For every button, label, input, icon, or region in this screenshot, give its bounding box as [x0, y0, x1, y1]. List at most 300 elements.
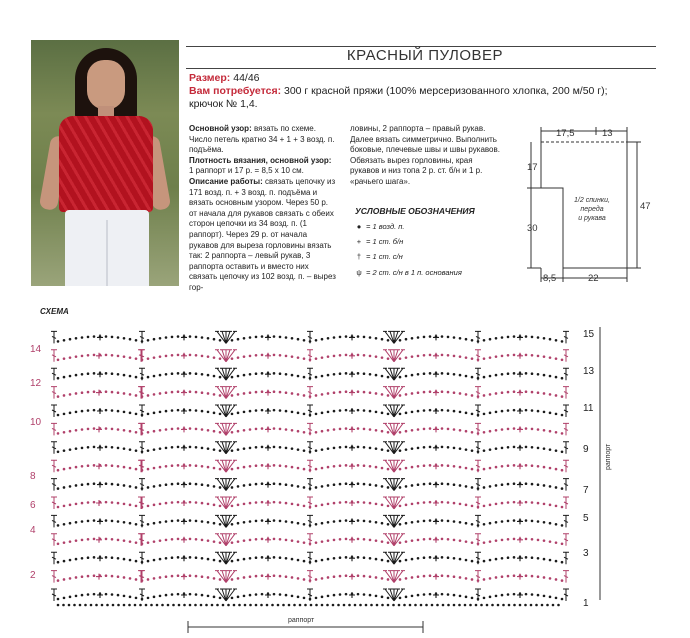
chain-stitch-mark — [273, 409, 276, 412]
chain-stitch-mark — [381, 577, 384, 580]
chain-stitch-mark — [315, 604, 318, 607]
chain-stitch-mark — [81, 391, 84, 394]
dc-stitch-mark — [138, 387, 144, 399]
chain-stitch-mark — [243, 484, 246, 487]
chain-stitch-mark — [135, 560, 138, 563]
row-label-left: 8 — [30, 471, 36, 482]
chain-stitch-mark — [507, 446, 510, 449]
chain-stitch-mark — [135, 523, 138, 526]
chain-stitch-mark — [255, 575, 258, 578]
chain-stitch-mark — [459, 374, 462, 377]
chain-stitch-mark — [255, 336, 258, 339]
sc-stitch-mark — [181, 518, 187, 524]
chain-stitch-mark — [147, 560, 150, 563]
chain-stitch-mark — [249, 557, 252, 560]
chain-stitch-mark — [321, 338, 324, 341]
chain-stitch-mark — [369, 594, 372, 597]
chain-stitch-mark — [333, 520, 336, 523]
chain-stitch-mark — [429, 593, 432, 596]
chain-stitch-mark — [129, 448, 132, 451]
chain-stitch-mark — [549, 356, 552, 359]
chain-stitch-mark — [543, 558, 546, 561]
chain-stitch-mark — [447, 391, 450, 394]
chain-stitch-mark — [489, 430, 492, 433]
chain-stitch-mark — [183, 556, 186, 559]
chain-stitch-mark — [483, 505, 486, 508]
chain-stitch-mark — [411, 374, 414, 377]
dc-stitch-mark — [563, 534, 569, 546]
chain-stitch-mark — [150, 604, 153, 607]
chain-stitch-mark — [477, 487, 480, 490]
chain-stitch-mark — [369, 557, 372, 560]
chain-stitch-mark — [147, 541, 150, 544]
chain-stitch-mark — [387, 339, 390, 342]
chain-stitch-mark — [321, 522, 324, 525]
chain-stitch-mark — [357, 335, 360, 338]
dc-stitch-mark — [51, 368, 57, 380]
chain-stitch-mark — [369, 410, 372, 413]
chain-stitch-mark — [123, 604, 126, 607]
sc-stitch-mark — [433, 463, 439, 469]
chain-stitch-mark — [543, 355, 546, 358]
chain-stitch-mark — [399, 394, 402, 397]
sc-stitch-mark — [181, 482, 187, 488]
chain-stitch-mark — [435, 574, 438, 577]
chain-stitch-mark — [183, 519, 186, 522]
chain-stitch-mark — [321, 375, 324, 378]
fan-stitch-mark — [383, 479, 405, 491]
chain-stitch-mark — [327, 374, 330, 377]
chain-stitch-mark — [327, 521, 330, 524]
dc-stitch-mark — [139, 442, 145, 454]
chain-stitch-mark — [351, 519, 354, 522]
chain-stitch-mark — [243, 411, 246, 414]
chain-stitch-mark — [75, 374, 78, 377]
chain-stitch-mark — [441, 464, 444, 467]
sc-stitch-mark — [349, 482, 355, 488]
chain-stitch-mark — [495, 392, 498, 395]
dc-stitch-mark — [51, 350, 57, 362]
chain-stitch-mark — [477, 432, 480, 435]
chain-stitch-mark — [345, 446, 348, 449]
chain-stitch-mark — [519, 409, 522, 412]
chain-stitch-mark — [81, 594, 84, 597]
fan-stitch-mark — [383, 534, 405, 546]
chain-stitch-mark — [321, 559, 324, 562]
chain-stitch-mark — [351, 446, 354, 449]
dc-stitch-mark — [475, 460, 481, 472]
chain-stitch-mark — [123, 411, 126, 414]
chain-stitch-mark — [165, 336, 168, 339]
chain-stitch-mark — [369, 336, 372, 339]
fan-stitch-mark — [383, 368, 405, 380]
chain-stitch-mark — [141, 506, 144, 509]
chain-stitch-mark — [495, 337, 498, 340]
chain-stitch-mark — [458, 604, 461, 607]
chain-stitch-mark — [87, 464, 90, 467]
chain-stitch-mark — [405, 504, 408, 507]
chain-stitch-mark — [81, 428, 84, 431]
dc-stitch-mark — [51, 589, 57, 601]
chain-stitch-mark — [205, 604, 208, 607]
chain-stitch-mark — [507, 372, 510, 375]
chain-stitch-mark — [249, 428, 252, 431]
chain-stitch-mark — [291, 521, 294, 524]
chain-stitch-mark — [555, 449, 558, 452]
chain-stitch-mark — [507, 520, 510, 523]
chain-stitch-mark — [321, 540, 324, 543]
chain-stitch-mark — [105, 354, 108, 357]
chain-stitch-mark — [231, 578, 234, 581]
chain-stitch-mark — [561, 543, 564, 546]
chain-stitch-mark — [465, 596, 468, 599]
fan-stitch-mark — [383, 460, 405, 472]
dc-stitch-mark — [139, 460, 145, 472]
chain-stitch-mark — [153, 577, 156, 580]
rapport-label-bottom: раппорт — [288, 617, 315, 624]
chain-stitch-mark — [525, 354, 528, 357]
chain-stitch-mark — [159, 337, 162, 340]
chain-stitch-mark — [87, 428, 90, 431]
chain-stitch-mark — [465, 504, 468, 507]
chain-stitch-mark — [189, 604, 192, 607]
chain-stitch-mark — [459, 576, 462, 579]
sc-stitch-mark — [433, 426, 439, 432]
chain-stitch-mark — [453, 465, 456, 468]
chain-stitch-mark — [525, 556, 528, 559]
sc-stitch-mark — [97, 482, 103, 488]
chain-stitch-mark — [225, 432, 228, 435]
chain-stitch-mark — [525, 372, 528, 375]
chain-stitch-mark — [441, 335, 444, 338]
chain-stitch-mark — [237, 448, 240, 451]
chain-stitch-mark — [111, 520, 114, 523]
chain-stitch-mark — [315, 505, 318, 508]
chain-stitch-mark — [339, 336, 342, 339]
chain-stitch-mark — [339, 354, 342, 357]
chain-stitch-mark — [381, 393, 384, 396]
chain-stitch-mark — [405, 577, 408, 580]
chain-stitch-mark — [411, 576, 414, 579]
chain-stitch-mark — [261, 482, 264, 485]
chain-stitch-mark — [469, 604, 472, 607]
dc-stitch-mark — [475, 497, 481, 509]
chain-stitch-mark — [219, 357, 222, 360]
row-label-right: 11 — [583, 403, 594, 414]
chain-stitch-mark — [441, 446, 444, 449]
sc-stitch-mark — [349, 518, 355, 524]
row-label-left: 14 — [30, 344, 42, 355]
chain-stitch-mark — [291, 447, 294, 450]
chain-stitch-mark — [315, 339, 318, 342]
chain-stitch-mark — [357, 574, 360, 577]
chain-stitch-mark — [267, 464, 270, 467]
chain-stitch-mark — [153, 467, 156, 470]
size-row — [189, 72, 260, 84]
chain-stitch-mark — [327, 355, 330, 358]
chain-stitch-mark — [57, 359, 60, 362]
chain-stitch-mark — [261, 574, 264, 577]
chain-stitch-mark — [273, 335, 276, 338]
sc-stitch-mark — [181, 537, 187, 543]
chain-stitch-mark — [177, 372, 180, 375]
dc-stitch-mark — [307, 479, 313, 491]
chain-stitch-mark — [106, 604, 109, 607]
chain-stitch-mark — [57, 561, 60, 564]
chain-stitch-mark — [465, 375, 468, 378]
chain-stitch-mark — [513, 593, 516, 596]
chain-stitch-mark — [129, 467, 132, 470]
chain-stitch-mark — [345, 427, 348, 430]
chain-stitch-mark — [141, 543, 144, 546]
chain-stitch-mark — [177, 501, 180, 504]
chain-stitch-mark — [315, 578, 318, 581]
chain-stitch-mark — [321, 485, 324, 488]
chain-stitch-mark — [171, 372, 174, 375]
chain-stitch-mark — [63, 597, 66, 600]
chain-stitch-mark — [387, 578, 390, 581]
chain-stitch-mark — [219, 413, 222, 416]
chain-stitch-mark — [375, 355, 378, 358]
chain-stitch-mark — [357, 464, 360, 467]
sc-stitch-mark — [517, 426, 523, 432]
chain-stitch-mark — [195, 428, 198, 431]
chain-stitch-mark — [225, 451, 228, 454]
chain-stitch-mark — [417, 336, 420, 339]
chain-stitch-mark — [477, 506, 480, 509]
chain-stitch-mark — [129, 338, 132, 341]
chain-stitch-mark — [111, 372, 114, 375]
chain-stitch-mark — [354, 604, 357, 607]
chain-stitch-mark — [357, 390, 360, 393]
chain-stitch-mark — [123, 539, 126, 542]
chain-stitch-mark — [513, 501, 516, 504]
paragraph-pattern: Основной узор: вязать по схеме. Число петель кратно 34 + 1 + 3 возд. п. подъёма. — [189, 124, 335, 155]
dc-stitch-mark — [51, 534, 57, 546]
chain-stitch-mark — [63, 523, 66, 526]
chain-stitch-mark — [63, 357, 66, 360]
chain-stitch-mark — [123, 576, 126, 579]
chain-stitch-mark — [99, 556, 102, 559]
chain-stitch-mark — [273, 446, 276, 449]
sc-stitch-mark — [96, 500, 102, 506]
chain-stitch-mark — [543, 411, 546, 414]
chain-stitch-mark — [441, 354, 444, 357]
chain-stitch-mark — [279, 483, 282, 486]
sc-stitch-mark — [349, 371, 355, 377]
chain-stitch-mark — [315, 468, 318, 471]
chain-stitch-mark — [501, 410, 504, 413]
fan-stitch-mark — [383, 405, 405, 417]
chain-stitch-mark — [171, 391, 174, 394]
chain-stitch-mark — [69, 448, 72, 451]
fan-stitch-mark — [215, 571, 237, 583]
chain-stitch-mark — [63, 376, 66, 379]
dc-stitch-mark — [563, 442, 569, 454]
sc-stitch-mark — [517, 500, 523, 506]
chain-stitch-mark — [489, 448, 492, 451]
chain-stitch-mark — [68, 604, 71, 607]
chain-stitch-mark — [183, 354, 186, 357]
chain-stitch-mark — [63, 339, 66, 342]
chain-stitch-mark — [339, 446, 342, 449]
chain-stitch-mark — [339, 409, 342, 412]
chain-stitch-mark — [129, 596, 132, 599]
chain-stitch-mark — [167, 604, 170, 607]
chain-stitch-mark — [369, 447, 372, 450]
chain-stitch-mark — [195, 464, 198, 467]
chain-stitch-mark — [549, 412, 552, 415]
chain-stitch-mark — [555, 413, 558, 416]
chain-stitch-mark — [123, 355, 126, 358]
chain-stitch-mark — [381, 604, 384, 607]
chain-stitch-mark — [513, 538, 516, 541]
chain-stitch-mark — [153, 338, 156, 341]
sc-stitch-mark — [517, 555, 523, 561]
chain-stitch-mark — [243, 429, 246, 432]
chain-stitch-mark — [117, 428, 120, 431]
chain-stitch-mark — [393, 340, 396, 343]
chain-stitch-mark — [483, 339, 486, 342]
chain-stitch-mark — [87, 409, 90, 412]
sc-stitch-mark — [181, 574, 187, 580]
chain-stitch-mark — [561, 598, 564, 601]
sc-stitch-mark — [265, 426, 271, 432]
dc-stitch-mark — [139, 479, 145, 491]
chain-stitch-mark — [435, 372, 438, 375]
chain-stitch-mark — [489, 467, 492, 470]
chain-stitch-mark — [141, 598, 144, 601]
chain-stitch-mark — [501, 355, 504, 358]
dc-stitch-mark — [307, 442, 313, 454]
chain-stitch-mark — [63, 505, 66, 508]
chain-stitch-mark — [501, 428, 504, 431]
chain-stitch-mark — [376, 604, 379, 607]
chain-stitch-mark — [375, 595, 378, 598]
chain-stitch-mark — [297, 448, 300, 451]
sc-stitch-mark — [349, 555, 355, 561]
chain-stitch-mark — [549, 596, 552, 599]
chain-stitch-mark — [177, 335, 180, 338]
chain-stitch-mark — [231, 560, 234, 563]
chain-stitch-mark — [237, 375, 240, 378]
chain-stitch-mark — [483, 431, 486, 434]
chain-stitch-mark — [225, 395, 228, 398]
chain-stitch-mark — [225, 469, 228, 472]
chain-stitch-mark — [321, 430, 324, 433]
chain-stitch-mark — [471, 541, 474, 544]
chain-stitch-mark — [147, 468, 150, 471]
chain-stitch-mark — [260, 604, 263, 607]
chain-stitch-mark — [375, 374, 378, 377]
chain-stitch-mark — [87, 483, 90, 486]
chain-stitch-mark — [483, 486, 486, 489]
chain-stitch-mark — [117, 410, 120, 413]
chain-stitch-mark — [147, 578, 150, 581]
chain-stitch-mark — [57, 506, 60, 509]
chain-stitch-mark — [63, 431, 66, 434]
chain-stitch-mark — [93, 501, 96, 504]
chain-stitch-mark — [177, 482, 180, 485]
chain-stitch-mark — [442, 604, 445, 607]
chain-stitch-mark — [435, 538, 438, 541]
chain-stitch-mark — [159, 484, 162, 487]
chain-stitch-mark — [183, 538, 186, 541]
chain-stitch-mark — [153, 504, 156, 507]
chain-stitch-mark — [201, 391, 204, 394]
chain-stitch-mark — [477, 377, 480, 380]
chain-stitch-mark — [447, 483, 450, 486]
sc-stitch-mark — [96, 390, 102, 396]
chain-stitch-mark — [387, 413, 390, 416]
chain-stitch-mark — [291, 558, 294, 561]
chain-stitch-mark — [513, 372, 516, 375]
chain-stitch-mark — [147, 486, 150, 489]
chain-stitch-mark — [255, 501, 258, 504]
chain-stitch-mark — [147, 376, 150, 379]
chain-stitch-mark — [327, 484, 330, 487]
chain-stitch-mark — [387, 394, 390, 397]
chain-stitch-mark — [333, 410, 336, 413]
chain-stitch-mark — [363, 556, 366, 559]
sc-stitch-mark — [433, 482, 439, 488]
chain-stitch-mark — [555, 523, 558, 526]
chain-stitch-mark — [57, 340, 60, 343]
chain-stitch-mark — [63, 560, 66, 563]
chain-stitch-mark — [537, 520, 540, 523]
chain-stitch-mark — [225, 579, 228, 582]
chain-stitch-mark — [219, 394, 222, 397]
fan-stitch-mark — [383, 331, 405, 343]
chain-stitch-mark — [405, 375, 408, 378]
chain-stitch-mark — [465, 356, 468, 359]
chain-stitch-mark — [159, 539, 162, 542]
chain-stitch-mark — [441, 556, 444, 559]
fan-stitch-mark — [215, 460, 237, 472]
chain-stitch-mark — [171, 409, 174, 412]
chain-stitch-mark — [471, 449, 474, 452]
chain-stitch-mark — [537, 428, 540, 431]
chain-stitch-mark — [267, 519, 270, 522]
chain-stitch-mark — [304, 604, 307, 607]
chain-stitch-mark — [261, 409, 264, 412]
chain-stitch-mark — [459, 392, 462, 395]
chain-stitch-mark — [238, 604, 241, 607]
chain-stitch-mark — [285, 355, 288, 358]
chain-stitch-mark — [531, 556, 534, 559]
chain-stitch-mark — [441, 574, 444, 577]
chain-stitch-mark — [135, 578, 138, 581]
chain-stitch-mark — [543, 503, 546, 506]
dc-stitch-mark — [307, 331, 313, 343]
chain-stitch-mark — [165, 520, 168, 523]
dc-stitch-mark — [307, 460, 313, 472]
chain-stitch-mark — [117, 604, 120, 607]
chain-stitch-mark — [129, 393, 132, 396]
row-label-right: 3 — [583, 548, 589, 559]
chain-stitch-mark — [387, 449, 390, 452]
chain-stitch-mark — [303, 486, 306, 489]
chain-stitch-mark — [285, 447, 288, 450]
chain-stitch-mark — [111, 483, 114, 486]
chain-stitch-mark — [237, 596, 240, 599]
row-label-right: 7 — [583, 485, 589, 496]
chain-stitch-mark — [333, 539, 336, 542]
chain-stitch-mark — [549, 577, 552, 580]
fan-stitch-mark — [215, 350, 237, 362]
dc-stitch-mark — [563, 515, 569, 527]
chain-stitch-mark — [387, 486, 390, 489]
